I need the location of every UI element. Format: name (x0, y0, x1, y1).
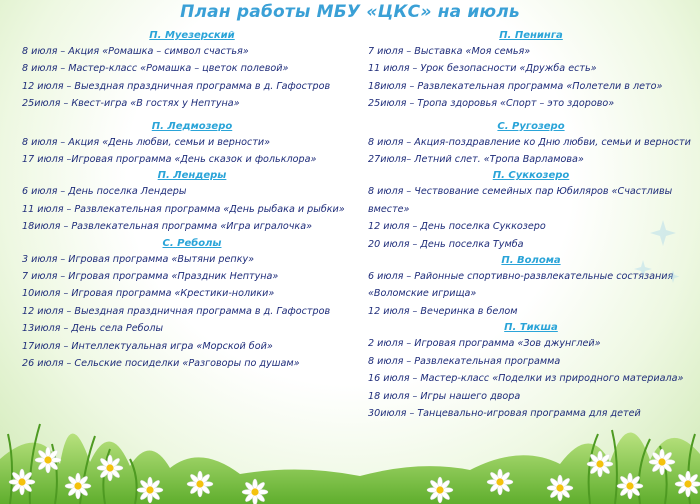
event-item: 18июля – Развлекательная программа «Полетели в лето» (368, 80, 663, 92)
section-title: П. Ледмозеро (151, 120, 233, 132)
section-title: С. Реболы (162, 237, 222, 249)
event-item: 8 июля – Развлекательная программа (368, 355, 561, 367)
event-item: 13июля – День села Реболы (22, 323, 164, 335)
event-item: 17июля – Интеллектуальная игра «Морской бой» (22, 340, 273, 352)
event-item: 12 июля – День поселка Суккозеро (368, 221, 546, 233)
event-item: 8 июля – Чествование семейных пар Юбиляров «Счастливы вместе» (368, 186, 673, 215)
section-title: П. Муезерский (149, 30, 235, 41)
event-item: 6 июля – Районные спортивно-развлекательные состязания «Воломские игрища» (368, 271, 674, 300)
sparkle-decoration-icon (618, 210, 688, 300)
event-item: 6 июля – День поселка Лендеры (22, 186, 187, 198)
event-item: 3 июля – Игровая программа «Вытяни репку» (22, 253, 255, 265)
event-item: 8 июля – Акция «День любви, семьи и верности» (22, 136, 271, 148)
section-title: П. Суккозеро (492, 170, 570, 182)
event-item: 16 июля – Мастер-класс «Поделки из природного материала» (368, 373, 684, 385)
event-item: 7 июля – Выставка «Моя семья» (368, 46, 531, 57)
event-item: 20 июля – День поселка Тумба (368, 238, 524, 250)
event-item: 30июля – Танцевально-игровая программа для детей (368, 407, 641, 419)
section-reboly (22, 237, 362, 373)
page-title: План работы МБУ «ЦКС» на июль (180, 2, 520, 22)
event-item: 11 июля – Урок безопасности «Дружба есть» (368, 63, 597, 75)
event-item: 12 июля – Выездная праздничная программа в д. Гафостров (22, 305, 331, 317)
event-item: 26 июля – Сельские посиделки «Разговоры по душам» (22, 358, 300, 370)
event-item: 7 июля – Игровая программа «Праздник Нептуна» (22, 271, 279, 283)
event-item: 18июля – Развлекательная программа «Игра игралочка» (22, 221, 313, 233)
section-title: П. Лендеры (157, 170, 227, 182)
event-item: 25июля – Тропа здоровья «Спорт – это здорово» (368, 98, 615, 110)
event-item: 10июля – Игровая программа «Крестики-нолики» (22, 288, 275, 300)
section-title: П. Пенинга (499, 30, 563, 41)
section-rugozero (368, 120, 694, 169)
event-item: 8 июля – Акция «Ромашка – символ счастья» (22, 46, 249, 57)
section-ledmozero (22, 120, 362, 169)
event-item: 18 июля – Игры нашего двора (368, 390, 521, 402)
section-title: П. Волома (501, 255, 561, 267)
section-title: С. Ругозеро (497, 120, 565, 132)
event-item: 8 июля – Мастер-класс «Ромашка – цветок полевой» (22, 63, 289, 75)
event-item: 2 июля – Игровая программа «Зов джунглей» (368, 338, 601, 350)
section-title: П. Тикша (504, 322, 558, 334)
event-item: 27июля– Летний слет. «Тропа Варламова» (368, 154, 584, 166)
event-item: 11 июля – Развлекательная программа «День рыбака и рыбки» (22, 203, 345, 215)
left-column (22, 28, 362, 373)
event-item: 25июля – Квест-игра «В гостях у Нептуна» (22, 98, 240, 110)
event-item: 12 июля – Вечеринка в белом (368, 305, 518, 317)
event-item: 17 июля –Игровая программа «День сказок и фольклора» (22, 154, 317, 166)
section-muezersky (22, 29, 362, 113)
event-item: 8 июля – Акция-поздравление ко Дню любви, семьи и верности (368, 136, 691, 148)
section-peninga (368, 29, 694, 113)
event-item: 12 июля – Выездная праздничная программа в д. Гафостров (22, 80, 331, 92)
section-tiksha (368, 321, 694, 422)
section-lendery (22, 169, 362, 235)
